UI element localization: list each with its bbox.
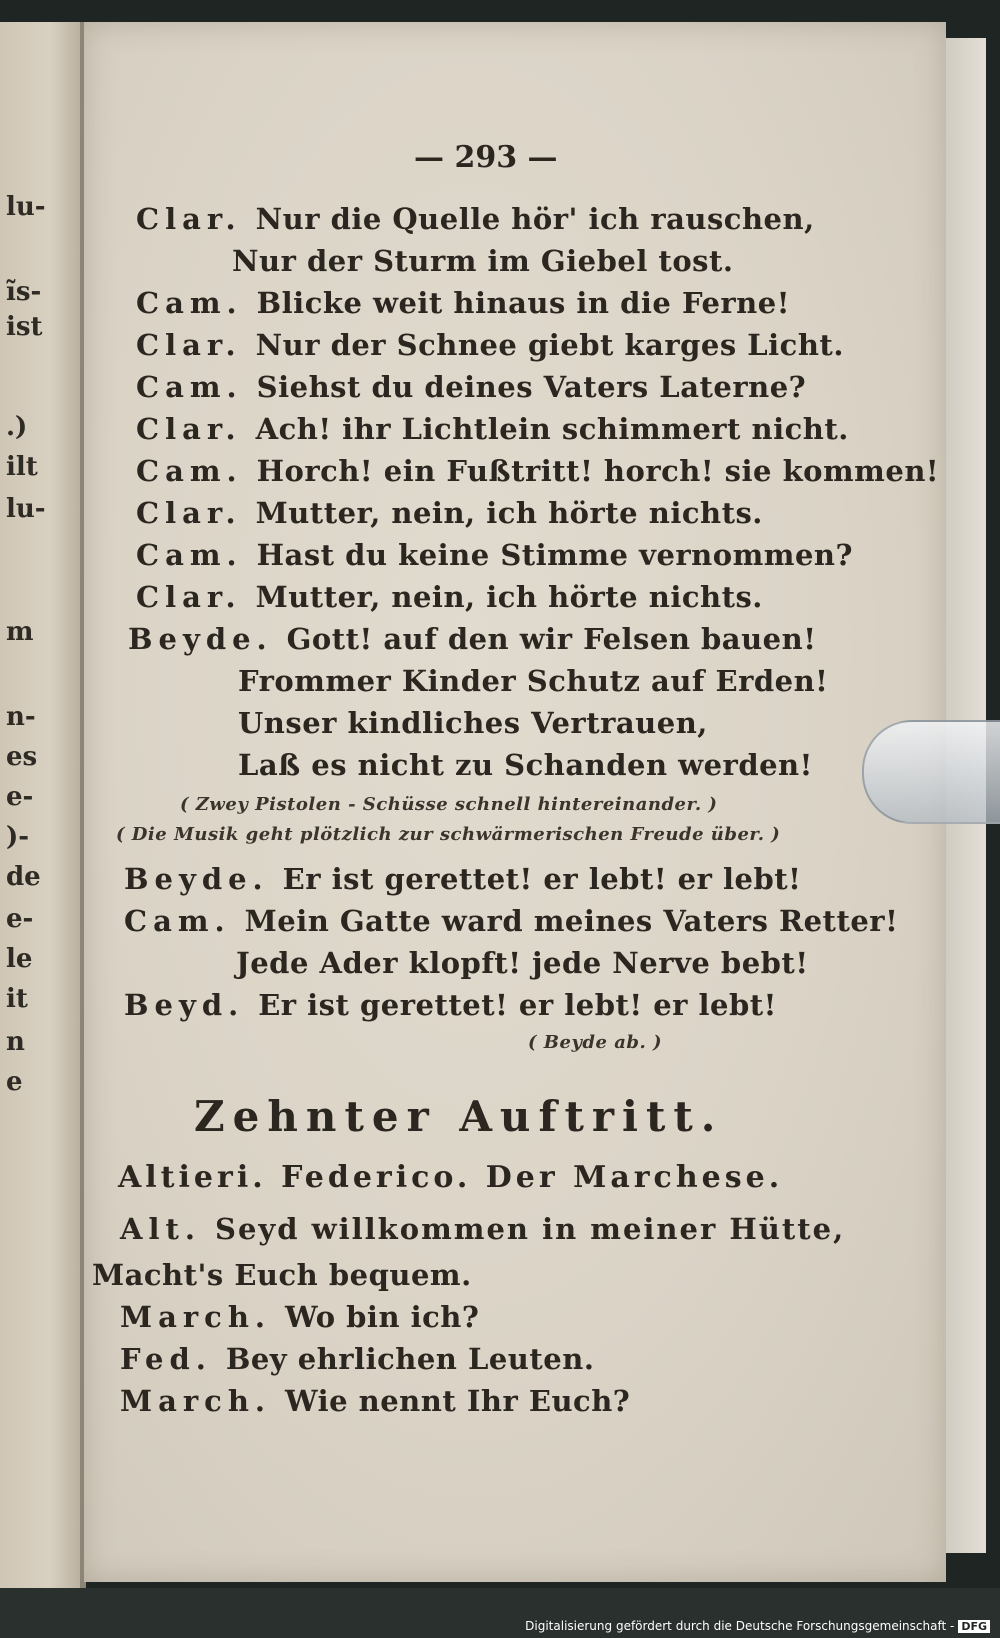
dialogue-text: Blicke weit hinaus in die Ferne! <box>256 286 790 320</box>
speaker-label: Clar. <box>136 202 242 236</box>
dialogue-text: Siehst du deines Vaters Laterne? <box>256 370 807 404</box>
left-fragment: e- <box>6 782 34 812</box>
speaker-label: Alt. <box>120 1212 202 1246</box>
left-fragment: n- <box>6 702 36 732</box>
speaker-label: Cam. <box>136 370 243 404</box>
dialogue-line <box>136 580 763 614</box>
dialogue-line <box>120 1342 594 1376</box>
speaker-label: Clar. <box>136 496 242 530</box>
scene-heading: Zehnter Auftritt. <box>194 1092 724 1141</box>
dialogue-text: Frommer Kinder Schutz auf Erden! <box>238 664 829 698</box>
left-fragment: lu- <box>6 494 46 524</box>
dfg-logo: DFG <box>958 1620 990 1633</box>
left-fragment: lu- <box>6 192 46 222</box>
dialogue-line <box>92 1258 472 1292</box>
dialogue-text: Laß es nicht zu Schanden werden! <box>238 748 813 782</box>
speaker-label: Clar. <box>136 412 242 446</box>
dialogue-line <box>128 622 816 656</box>
left-fragment: m <box>6 617 34 647</box>
left-fragment: e- <box>6 904 34 934</box>
dialogue-line <box>136 454 939 488</box>
stage-direction: ( Die Musik geht plötzlich zur schwärmerischen Freude über. ) <box>116 824 781 845</box>
speaker-label: March. <box>120 1300 272 1334</box>
dialogue-line <box>136 496 763 530</box>
dialogue-line <box>232 244 733 278</box>
dialogue-text: Nur der Schnee giebt karges Licht. <box>255 328 844 362</box>
dialogue-text: Seyd willkommen in meiner Hütte, <box>215 1212 846 1246</box>
dialogue-line <box>136 202 815 236</box>
dialogue-line <box>120 1384 630 1418</box>
dialogue-text: Mutter, nein, ich hörte nichts. <box>255 496 763 530</box>
speaker-label: Cam. <box>136 538 243 572</box>
speaker-label: Fed. <box>120 1342 212 1376</box>
dialogue-line <box>136 286 790 320</box>
scene-persons: Altieri. Federico. Der Marchese. <box>118 1160 784 1195</box>
dialogue-line <box>136 370 806 404</box>
left-fragment: ĩs- <box>6 277 42 307</box>
dialogue-line <box>120 1300 479 1334</box>
dialogue-text: Hast du keine Stimme vernommen? <box>256 538 853 572</box>
dialogue-line <box>136 412 849 446</box>
book-page <box>84 22 946 1582</box>
dialogue-line <box>136 538 853 572</box>
speaker-label: Beyd. <box>124 988 245 1022</box>
left-fragment: e <box>6 1067 23 1097</box>
footer-text: Digitalisierung gefördert durch die Deutsche Forschungsgemeinschaft - <box>525 1619 955 1633</box>
dialogue-text: Jede Ader klopft! jede Nerve bebt! <box>236 946 809 980</box>
footer-credit <box>525 1619 990 1633</box>
page-clip <box>862 720 1000 824</box>
dialogue-text: Wo bin ich? <box>285 1300 480 1334</box>
left-fragment: .) <box>6 412 28 442</box>
dialogue-line <box>238 664 828 698</box>
dialogue-line <box>124 862 801 896</box>
left-fragment: de <box>6 862 41 892</box>
dialogue-text: Er ist gerettet! er lebt! er lebt! <box>258 988 777 1022</box>
speaker-label: March. <box>120 1384 272 1418</box>
dialogue-line <box>124 988 777 1022</box>
dialogue-line <box>236 946 809 980</box>
speaker-label: Clar. <box>136 328 242 362</box>
dialogue-text: Wie nennt Ihr Euch? <box>285 1384 631 1418</box>
left-fragment: le <box>6 944 33 974</box>
dialogue-text: Nur die Quelle hör' ich rauschen, <box>255 202 815 236</box>
left-page-edge <box>0 22 82 1602</box>
dialogue-line <box>120 1212 845 1246</box>
dialogue-text: Mutter, nein, ich hörte nichts. <box>255 580 763 614</box>
speaker-label: Clar. <box>136 580 242 614</box>
dialogue-text: Nur der Sturm im Giebel tost. <box>232 244 734 278</box>
speaker-label: Beyde. <box>128 622 273 656</box>
left-fragment: ist <box>6 312 43 342</box>
dialogue-text: Ach! ihr Lichtlein schimmert nicht. <box>255 412 849 446</box>
dialogue-text: Mein Gatte ward meines Vaters Retter! <box>244 904 899 938</box>
speaker-label: Cam. <box>124 904 231 938</box>
stage-direction: ( Zwey Pistolen - Schüsse schnell hintereinander. ) <box>180 794 718 815</box>
left-fragment: n <box>6 1027 25 1057</box>
dialogue-line <box>136 328 844 362</box>
speaker-label: Beyde. <box>124 862 269 896</box>
dialogue-text: Horch! ein Fußtritt! horch! sie kommen! <box>256 454 940 488</box>
left-fragment: it <box>6 984 28 1014</box>
dialogue-text: Bey ehrlichen Leuten. <box>225 1342 595 1376</box>
exit-direction: ( Beyde ab. ) <box>528 1032 663 1053</box>
dialogue-text: Macht's Euch bequem. <box>92 1258 472 1292</box>
left-fragment: ilt <box>6 452 38 482</box>
speaker-label: Cam. <box>136 454 243 488</box>
speaker-label: Cam. <box>136 286 243 320</box>
dialogue-line <box>238 706 708 740</box>
page-number: — 293 — <box>414 140 558 175</box>
dialogue-text: Gott! auf den wir Felsen bauen! <box>286 622 817 656</box>
dialogue-line <box>238 748 813 782</box>
dialogue-text: Unser kindliches Vertrauen, <box>238 706 708 740</box>
left-fragment: es <box>6 742 38 772</box>
left-fragment: )- <box>6 822 30 852</box>
dialogue-text: Er ist gerettet! er lebt! er lebt! <box>282 862 802 896</box>
dialogue-line <box>124 904 898 938</box>
